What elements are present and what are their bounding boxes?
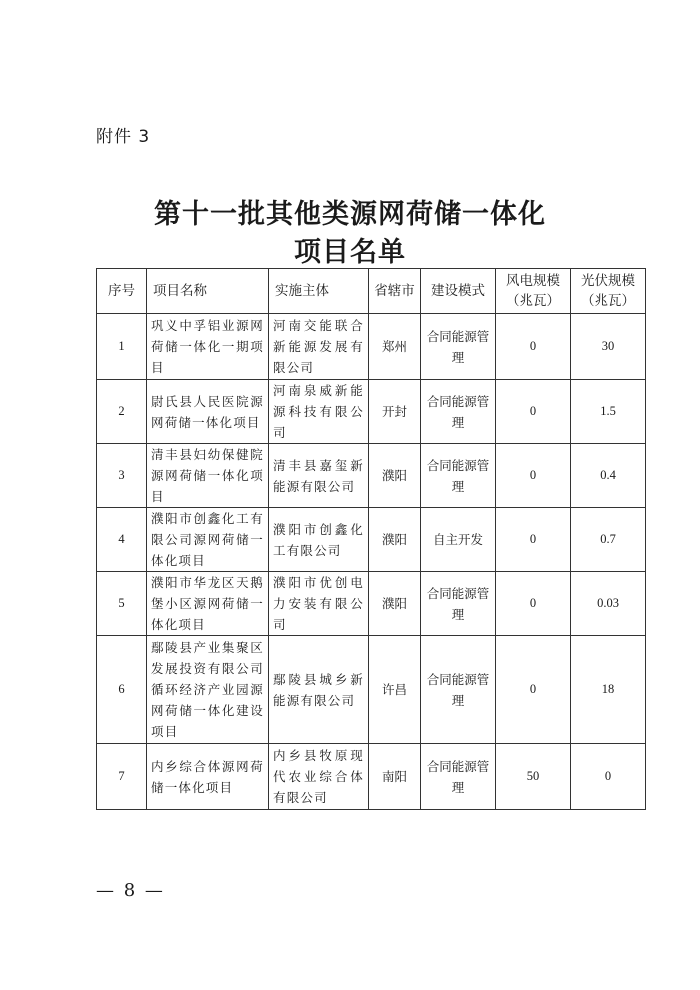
header-city: 省辖市 [369,269,421,314]
cell-solar: 30 [571,314,646,380]
header-no: 序号 [97,269,147,314]
cell-entity: 濮阳市创鑫化工有限公司 [269,508,369,572]
cell-solar: 1.5 [571,380,646,444]
cell-name: 内乡综合体源网荷储一体化项目 [147,744,269,810]
cell-mode: 合同能源管理 [421,380,496,444]
cell-city: 濮阳 [369,572,421,636]
cell-no: 2 [97,380,147,444]
table-row [97,444,646,508]
cell-name: 尉氏县人民医院源网荷储一体化项目 [147,380,269,444]
header-entity: 实施主体 [269,269,369,314]
cell-name: 濮阳市创鑫化工有限公司源网荷储一体化项目 [147,508,269,572]
cell-wind: 0 [496,572,571,636]
cell-wind: 0 [496,314,571,380]
header-wind: 风电规模（兆瓦） [496,269,571,314]
cell-solar: 18 [571,636,646,744]
cell-city: 开封 [369,380,421,444]
cell-entity: 清丰县嘉玺新能源有限公司 [269,444,369,508]
cell-no: 7 [97,744,147,810]
cell-no: 4 [97,508,147,572]
cell-no: 6 [97,636,147,744]
cell-wind: 0 [496,380,571,444]
table-row [97,314,646,380]
attachment-label: 附件 3 [96,127,151,147]
project-table [96,268,646,810]
cell-city: 濮阳 [369,508,421,572]
header-solar: 光伏规模（兆瓦） [571,269,646,314]
cell-name: 巩义中孚铝业源网荷储一体化一期项目 [147,314,269,380]
cell-city: 许昌 [369,636,421,744]
cell-wind: 0 [496,508,571,572]
cell-entity: 河南交能联合新能源发展有限公司 [269,314,369,380]
cell-mode: 合同能源管理 [421,636,496,744]
table-row [97,508,646,572]
table-row [97,380,646,444]
cell-mode: 合同能源管理 [421,314,496,380]
cell-solar: 0.03 [571,572,646,636]
cell-name: 清丰县妇幼保健院源网荷储一体化项目 [147,444,269,508]
cell-no: 1 [97,314,147,380]
table-row [97,572,646,636]
header-mode: 建设模式 [421,269,496,314]
table-header-row [97,269,646,314]
cell-city: 南阳 [369,744,421,810]
cell-mode: 合同能源管理 [421,744,496,810]
cell-mode: 合同能源管理 [421,444,496,508]
header-name: 项目名称 [147,269,269,314]
page-title: 第十一批其他类源网荷储一体化 [154,199,546,230]
cell-no: 5 [97,572,147,636]
cell-wind: 0 [496,444,571,508]
cell-solar: 0.4 [571,444,646,508]
cell-mode: 合同能源管理 [421,572,496,636]
cell-entity: 内乡县牧原现代农业综合体有限公司 [269,744,369,810]
cell-solar: 0 [571,744,646,810]
cell-entity: 濮阳市优创电力安装有限公司 [269,572,369,636]
cell-wind: 50 [496,744,571,810]
cell-solar: 0.7 [571,508,646,572]
cell-entity: 河南泉威新能源科技有限公司 [269,380,369,444]
cell-entity: 鄢陵县城乡新能源有限公司 [269,636,369,744]
page-subtitle: 项目名单 [294,237,406,268]
page-number: — 8 — [96,880,165,901]
table-row [97,744,646,810]
cell-wind: 0 [496,636,571,744]
cell-city: 郑州 [369,314,421,380]
cell-name: 鄢陵县产业集聚区发展投资有限公司循环经济产业园源网荷储一体化建设项目 [147,636,269,744]
cell-no: 3 [97,444,147,508]
cell-city: 濮阳 [369,444,421,508]
cell-name: 濮阳市华龙区天鹅堡小区源网荷储一体化项目 [147,572,269,636]
table-row [97,636,646,744]
cell-mode: 自主开发 [421,508,496,572]
